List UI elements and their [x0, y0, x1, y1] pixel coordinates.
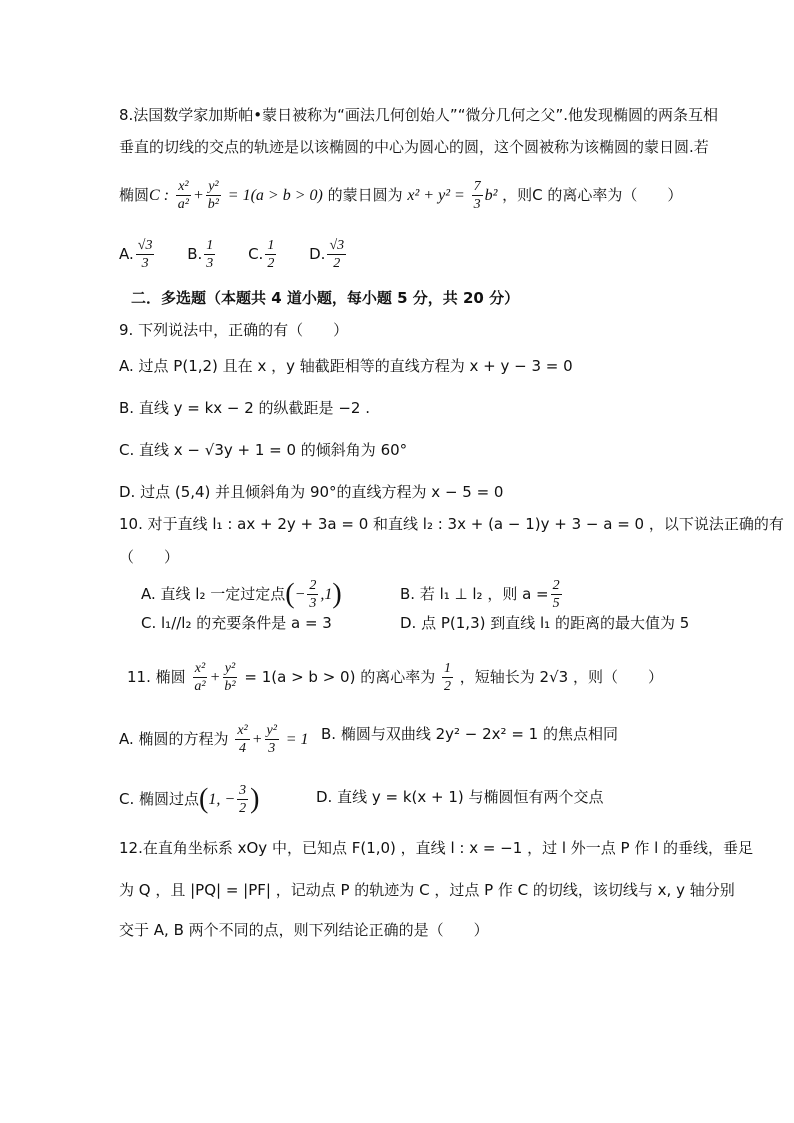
q10-option-c: C. l₁//l₂ 的充要条件是 a = 3	[141, 614, 332, 632]
q10-option-a: A. 直线 l₂ 一定过定点(− $\frac{2}{3}$ ,1)	[141, 578, 342, 611]
q8-frac-k: $\frac{7}{3}$	[473, 179, 481, 212]
q11-option-b: B. 椭圆与双曲线 2y² − 2x² = 1 的焦点相同	[321, 725, 618, 743]
q12-line-3: 交于 A, B 两个不同的点，则下列结论正确的是（ ）	[119, 921, 489, 939]
q11-option-d: D. 直线 y = k(x + 1) 与椭圆恒有两个交点	[316, 788, 604, 806]
q8-ellipse-name: C :	[149, 187, 170, 204]
q10-paren: （ ）	[119, 548, 180, 566]
q8-option-d: D. $\frac{√3}{2}$	[309, 238, 345, 271]
q9-option-a: A. 过点 P(1,2) 且在 x ，y 轴截距相等的直线方程为 x + y − 3 = 0	[119, 357, 573, 375]
q8-frac-x: $\frac{\text{x²}}{\text{a²}}$	[177, 179, 189, 212]
q8-line-2: 垂直的切线的交点的轨迹是以该椭圆的中心为圆心的圆，这个圆被称为该椭圆的蒙日圆.若	[119, 138, 709, 156]
q10-stem: 10. 对于直线 l₁ : ax + 2y + 3a = 0 和直线 l₂ : 3x + (a − 1)y + 3 − a = 0 ，以下说法正确的有	[119, 515, 784, 533]
q8-line-1: 8.法国数学家加斯帕•蒙日被称为“画法几何创始人”“微分几何之父”.他发现椭圆的两条互相	[119, 106, 719, 124]
q8-line-3: 椭圆C : $\frac{\text{x²}}{\text{a²}}$ + $\frac{\text{y²}}{\text{b²}}$ = 1(a > b > 0) 的蒙日圆为 x² + y² = $\frac{7}{3}$ b² ，则C 的离心率为（ ）	[119, 179, 683, 212]
q8-option-a: A. $\frac{√3}{3}$	[119, 238, 153, 271]
q12-line-1: 12.在直角坐标系 xOy 中，已知点 F(1,0) ，直线 l : x = −1 ，过 l 外一点 P 作 l 的垂线，垂足	[119, 839, 754, 857]
q11-stem: 11. 椭圆 $\frac{\text{x²}}{\text{a²}}$ + $\frac{\text{y²}}{\text{b²}}$ = 1(a > b > 0) 的离心率为 $\frac{1}{2}$ ，短轴长为 2√3 ，则（ ）	[127, 661, 663, 694]
q8-options	[119, 237, 374, 272]
q9-option-d: D. 过点 (5,4) 并且倾斜角为 90°的直线方程为 x − 5 = 0	[119, 483, 504, 501]
q10-option-b: B. 若 l₁ ⊥ l₂ ，则 a = $\frac{2}{5}$	[400, 578, 560, 611]
q8-option-c: C. $\frac{1}{2}$	[248, 238, 275, 271]
q9-option-b: B. 直线 y = kx − 2 的纵截距是 −2 .	[119, 399, 370, 417]
q11-option-c: C. 椭圆过点(1, − $\frac{3}{2}$ )	[119, 783, 260, 816]
q8-circle-eq: x² + y² =	[407, 187, 465, 204]
q10-option-d: D. 点 P(1,3) 到直线 l₁ 的距离的最大值为 5	[400, 614, 690, 632]
q8-eq-condition: = 1(a > b > 0)	[227, 187, 323, 204]
q9-stem: 9. 下列说法中，正确的有（ ）	[119, 321, 349, 339]
q9-option-c: C. 直线 x − √3y + 1 = 0 的倾斜角为 60°	[119, 441, 408, 459]
q8-frac-y: $\frac{\text{y²}}{\text{b²}}$	[207, 179, 219, 212]
q8-option-b: B. $\frac{1}{3}$	[187, 238, 214, 271]
q11-option-a: A. 椭圆的方程为 $\frac{\text{x²}}{4}$ + $\frac{\text{y²}}{3}$ = 1	[119, 723, 309, 756]
q12-line-2: 为 Q ，且 |PQ| = |PF| ，记动点 P 的轨迹为 C ，过点 P 作 C 的切线，该切线与 x, y 轴分别	[119, 881, 735, 899]
q8-mid-text: 的蒙日圆为	[327, 186, 403, 204]
section-heading: 二．多选题（本题共 4 道小题，每小题 5 分，共 20 分）	[131, 289, 520, 307]
q8-tail: ，则C 的离心率为（ ）	[502, 186, 683, 204]
q8-ellipse-word: 椭圆	[119, 186, 150, 204]
